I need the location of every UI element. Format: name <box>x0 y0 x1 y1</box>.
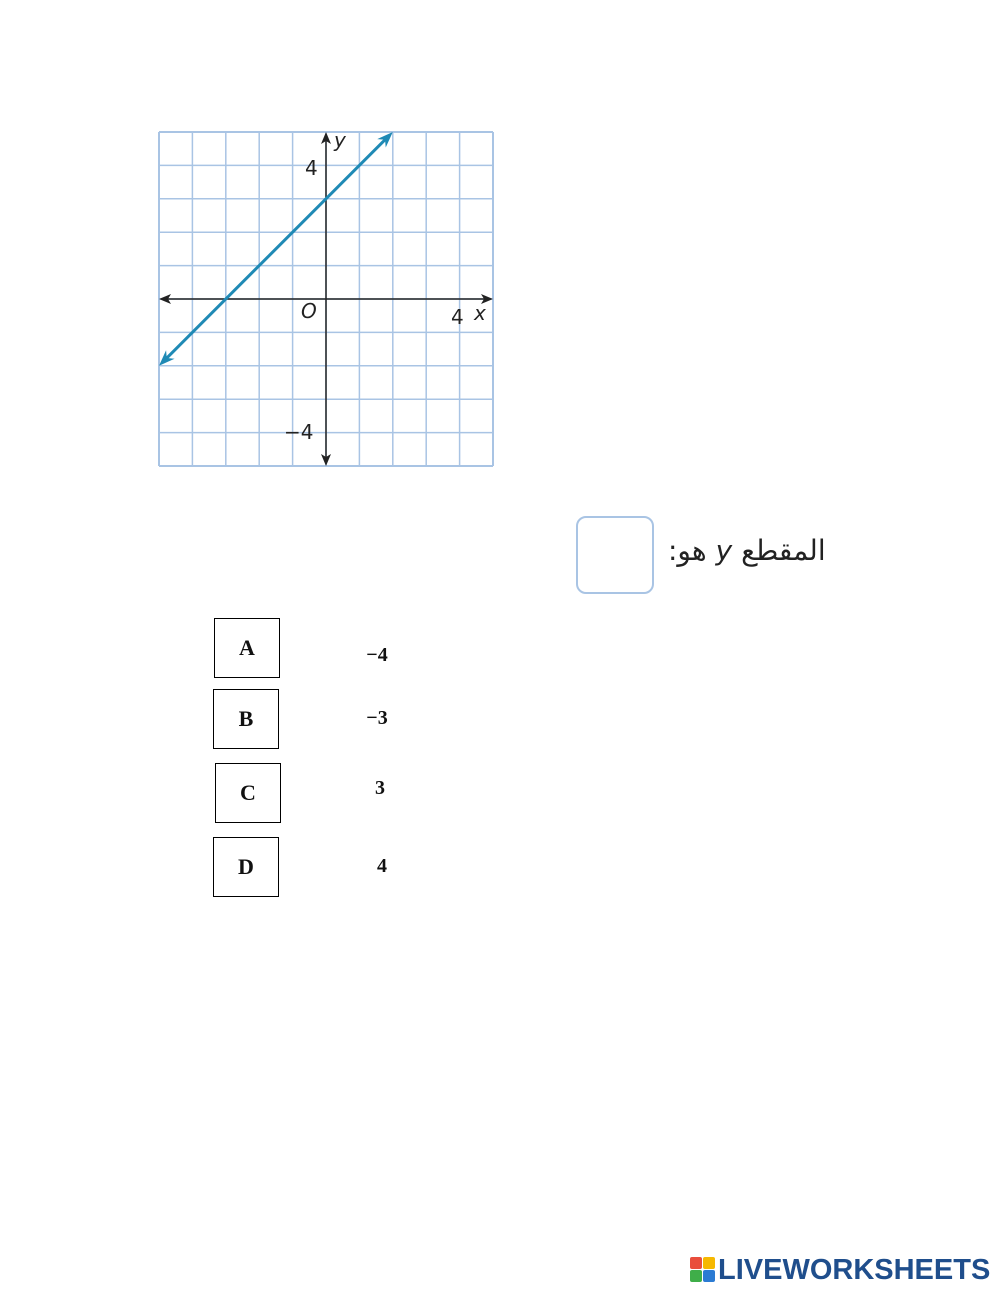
brand-name: LIVEWORKSHEETS <box>718 1253 991 1286</box>
option-box-c[interactable]: C <box>215 763 281 823</box>
coordinate-graph <box>155 128 497 470</box>
question-row <box>576 516 846 600</box>
x-axis-label: x <box>474 301 486 325</box>
question-prompt <box>668 534 826 567</box>
plotted-line <box>165 138 387 360</box>
option-value-b: −3 <box>366 707 388 729</box>
option-value-a: −4 <box>366 644 388 666</box>
answer-input-box[interactable] <box>576 516 654 594</box>
option-box-d[interactable]: D <box>213 837 279 897</box>
tick-label-x-pos: 4 <box>451 305 464 329</box>
graph-axes <box>159 132 493 466</box>
option-box-a[interactable]: A <box>214 618 280 678</box>
question-variable: y <box>715 534 733 567</box>
question-suffix: هو: <box>668 534 707 567</box>
option-value-c: 3 <box>375 777 385 799</box>
question-text: المقطع <box>741 534 826 567</box>
tick-label-y-neg: −4 <box>284 420 314 444</box>
origin-label: O <box>301 299 317 323</box>
tick-label-y-pos: 4 <box>305 156 318 180</box>
liveworksheets-logo <box>690 1252 990 1288</box>
option-value-d: 4 <box>377 855 387 877</box>
brand-icon <box>690 1257 716 1283</box>
y-axis-label: y <box>334 128 346 152</box>
option-box-b[interactable]: B <box>213 689 279 749</box>
